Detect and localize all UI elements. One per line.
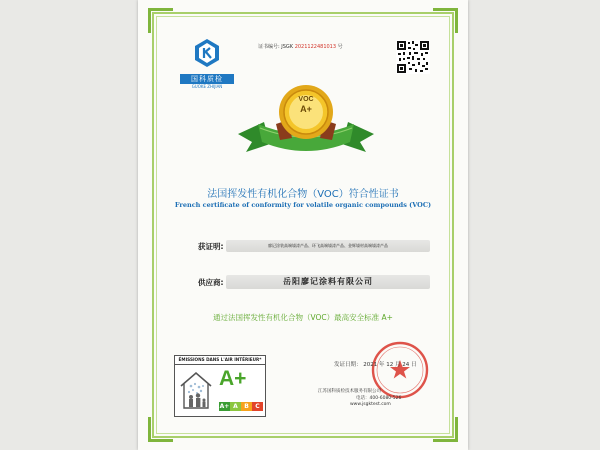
medal-text [294, 96, 318, 114]
scale-step: C [252, 402, 263, 411]
title-chinese: 法国挥发性有机化合物（VOC）符合性证书 [207, 189, 399, 200]
gold-medal-ribbon-icon [236, 82, 376, 162]
emission-scale [219, 402, 263, 411]
corner-ornament [148, 417, 173, 442]
emission-grade: A+ [219, 367, 247, 390]
qr-code-icon [396, 40, 430, 74]
issuer-website: www.jsgktest.com [350, 402, 391, 407]
cert-number-label: 证书编号: [258, 44, 280, 50]
gk-logo-icon [194, 38, 220, 68]
standard-statement: 通过法国挥发性有机化合物（VOC）最高安全标准 A+ [213, 313, 393, 322]
supplier-value: 岳阳廖记涂料有限公司 [226, 275, 430, 289]
issue-date-value: 2021 年 12 月 24 日 [363, 362, 417, 368]
emission-label-header: ÉMISSIONS DANS L'AIR INTÉRIEUR* [175, 356, 265, 365]
house-family-icon [179, 370, 213, 410]
scale-step: A [230, 402, 241, 411]
issuer-phone [356, 395, 401, 401]
cert-number-suffix: 号 [337, 44, 343, 50]
certificate-number [258, 43, 343, 50]
phone-value: 400-6080-526 [369, 396, 402, 401]
certified-label: 获证明: [198, 242, 224, 251]
corner-ornament [433, 8, 458, 33]
medal-line-voc: VOC [298, 96, 314, 103]
phone-label: 电话： [356, 396, 370, 401]
cert-number-prefix: JSGK [281, 44, 294, 50]
issue-date [334, 360, 417, 368]
brand-name-cn: 国科质检 [180, 74, 234, 84]
certificate-page [138, 0, 468, 450]
emission-label [174, 355, 266, 417]
brand-name-en: GUOKE ZHIJIAN [191, 84, 223, 89]
corner-ornament [148, 8, 173, 33]
issuer-company: 江苏国科质检技术服务有限公司 [318, 389, 381, 394]
title-english: French certificate of conformity for volatile organic compounds (VOC) [174, 201, 432, 209]
corner-ornament [433, 417, 458, 442]
scale-step: B [241, 402, 252, 411]
supplier-label: 供应商: [198, 278, 224, 287]
brand-logo [180, 38, 234, 90]
medal-line-grade: A+ [300, 104, 312, 114]
certified-products-value: 廖记涂装高端墙漆产品、环飞高端墙漆产品、金辉墙材高端墙漆产品 [226, 240, 430, 252]
cert-number-value: 2021122481013 [294, 44, 337, 50]
scale-step: A+ [219, 403, 230, 410]
issue-date-label: 发证日期： [334, 362, 362, 368]
